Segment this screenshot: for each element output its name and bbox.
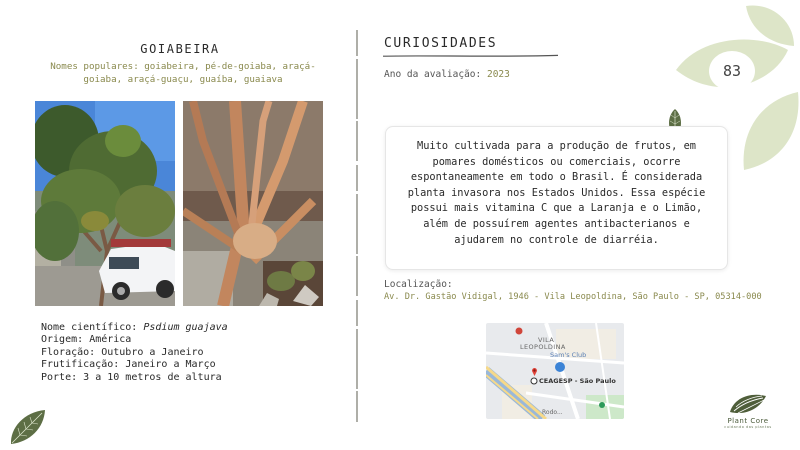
curiosity-text: Muito cultivada para a produção de frutos, em pomares domésticos ou comerciais, ocorre espontaneamente em todo o Brasil. É considerada planta invasora nos Estados Unidos. Essa espécie possui mais vitamina C que a Laranja e o Limão, além de possuírem agentes antibacterianos e ajudarem no controle de diarréia. bbox=[407, 140, 706, 246]
guava-tree-photo bbox=[35, 101, 175, 306]
map-road-label: Rodo... bbox=[542, 409, 563, 416]
popular-names: Nomes populares: goiabeira, pé-de-goiaba, araçá-goiaba, araçá-guaçu, guaíba, guaiava bbox=[50, 61, 316, 85]
location-map[interactable] bbox=[486, 323, 624, 419]
map-poi-label: Sam's Club bbox=[550, 351, 587, 359]
plant-title: GOIABEIRA bbox=[140, 42, 220, 56]
map-area-label-1: VILA bbox=[538, 336, 555, 344]
location-address[interactable]: Av. Dr. Gastão Vidigal, 1946 - Vila Leopoldina, São Paulo - SP, 05314-000 bbox=[384, 292, 762, 302]
size-label: Porte: bbox=[41, 371, 78, 383]
flowering-value: Outubro a Janeiro bbox=[101, 346, 204, 358]
fruiting-value: Janeiro a Março bbox=[125, 359, 216, 371]
scientific-name-label: Nome científico: bbox=[41, 322, 138, 333]
logo-leaf-icon bbox=[728, 392, 768, 416]
brand-logo bbox=[718, 392, 778, 429]
origin-value: América bbox=[89, 334, 132, 346]
origin-label: Origem: bbox=[41, 334, 84, 346]
plant-facts bbox=[41, 322, 228, 384]
guava-trunk-photo bbox=[183, 101, 323, 306]
size-value: 3 a 10 metros de altura bbox=[83, 371, 222, 383]
leaf-icon-bottom-left bbox=[8, 408, 48, 446]
curiosities-title: CURIOSIDADES bbox=[384, 36, 498, 51]
brand-tagline: cuidando das plantas bbox=[724, 425, 772, 429]
year-value: 2023 bbox=[486, 69, 510, 80]
scientific-name-value: Psdium guajava bbox=[143, 322, 228, 333]
curiosity-card bbox=[385, 126, 728, 270]
map-marker-label: CEAGESP - São Paulo bbox=[539, 377, 616, 385]
page-number: 83 bbox=[722, 62, 742, 80]
year-label: Ano da avaliação: bbox=[384, 69, 482, 80]
evaluation-year bbox=[384, 69, 510, 80]
brand-name: Plant Core bbox=[727, 417, 769, 425]
page-divider bbox=[352, 30, 362, 422]
location-label: Localização: bbox=[384, 279, 453, 290]
title-underline bbox=[382, 53, 560, 59]
flowering-label: Floração: bbox=[41, 346, 96, 358]
fruiting-label: Frutificação: bbox=[41, 359, 120, 371]
map-area-label-2: LEOPOLDINA bbox=[520, 343, 566, 351]
